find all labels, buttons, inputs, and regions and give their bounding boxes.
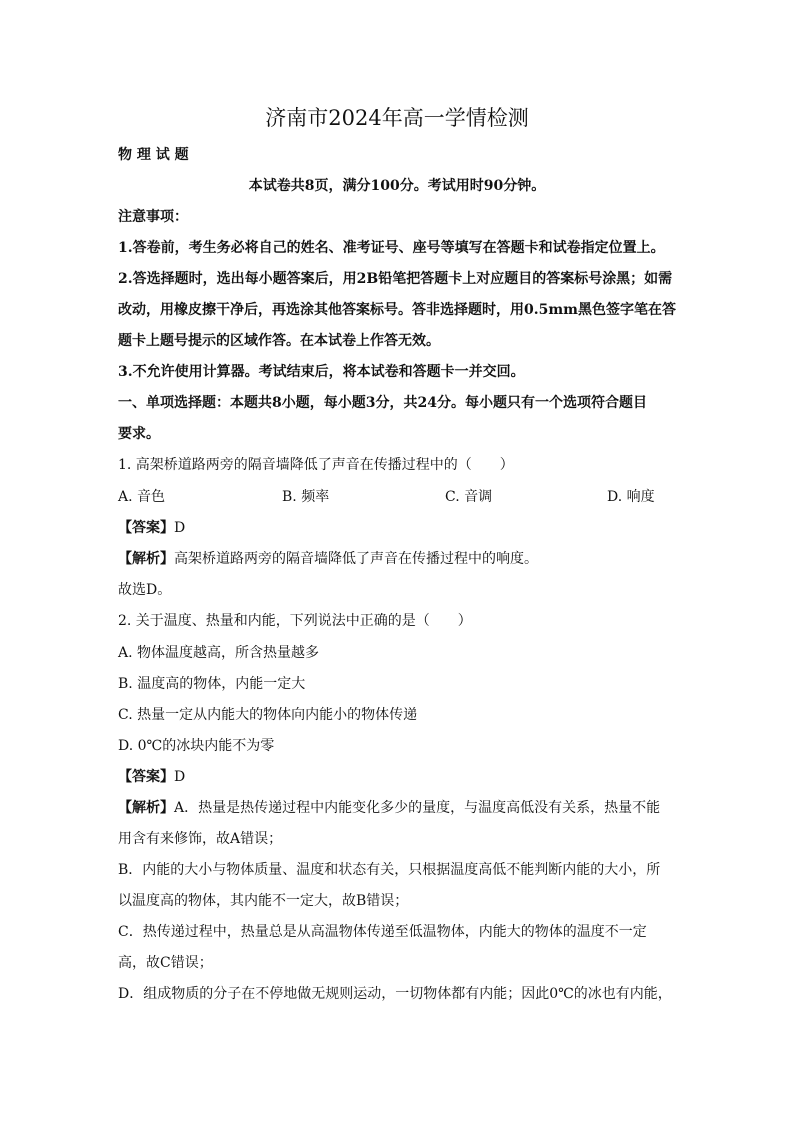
section-heading: 一、单项选择题：本题共8小题，每小题3分，共24分。每小题只有一个选项符合题目 (118, 395, 647, 411)
subject-label: 物 理 试 题 (118, 147, 189, 163)
q2-answer (118, 767, 185, 787)
question-1-stem: 1. 高架桥道路两旁的隔音墙降低了声音在传播过程中的（ ） (118, 457, 514, 473)
q2-analysis-line: D．组成物质的分子在不停地做无规则运动，一切物体都有内能；因此0℃的冰也有内能， (118, 986, 672, 1002)
notice-line: 1.答卷前，考生务必将自己的姓名、准考证号、座号等填写在答题卡和试卷指定位置上。 (118, 240, 665, 256)
q1-option-b: B. 频率 (282, 489, 330, 505)
q2-option-a: A. 物体温度越高，所含热量越多 (118, 645, 320, 661)
notice-line: 3.不允许使用计算器。考试结束后，将本试卷和答题卡一并交回。 (118, 364, 525, 380)
answer-value: D (174, 769, 186, 785)
q2-analysis-line: B．内能的大小与物体质量、温度和状态有关，只根据温度高低不能判断内能的大小，所 (118, 862, 661, 878)
analysis-tag: 【解析】 (118, 800, 174, 816)
question-2-stem: 2. 关于温度、热量和内能，下列说法中正确的是（ ） (118, 613, 472, 629)
page-title: 济南市2024年高一学情检测 (265, 106, 529, 130)
notice-line: 题卡上题号提示的区域作答。在本试卷上作答无效。 (118, 333, 440, 349)
notice-line: 改动，用橡皮擦干净后，再选涂其他答案标号。答非选择题时，用0.5mm黑色签字笔在答 (118, 302, 676, 318)
notice-heading: 注意事项： (118, 209, 188, 225)
analysis-tag: 【解析】 (118, 551, 174, 567)
section-heading-cont: 要求。 (118, 426, 160, 442)
q2-analysis-line: 高，故C错误； (118, 955, 213, 971)
q1-analysis (118, 549, 538, 569)
q2-option-b: B. 温度高的物体，内能一定大 (118, 676, 306, 692)
q2-analysis-line: 用含有来修饰，故A错误； (118, 831, 283, 847)
q1-option-d: D. 响度 (607, 489, 655, 505)
q2-analysis-line: 以温度高的物体，其内能不一定大，故B错误； (118, 893, 409, 909)
notice-line: 2.答选择题时，选出每小题答案后，用2B铅笔把答题卡上对应题目的答案标号涂黑；如需 (118, 271, 673, 287)
analysis-text: 高架桥道路两旁的隔音墙降低了声音在传播过程中的响度。 (174, 551, 538, 567)
analysis-text: A．热量是热传递过程中内能变化多少的量度，与温度高低没有关系，热量不能 (174, 800, 661, 816)
q2-analysis (118, 798, 660, 818)
q1-option-a: A. 音色 (118, 489, 166, 505)
q2-analysis-line: C．热传递过程中，热量总是从高温物体传递至低温物体，内能大的物体的温度不一定 (118, 924, 647, 940)
exam-info: 本试卷共8页，满分100分。考试用时90分钟。 (248, 178, 546, 194)
q2-option-c: C. 热量一定从内能大的物体向内能小的物体传递 (118, 707, 418, 723)
q1-answer (118, 518, 185, 538)
answer-tag: 【答案】 (118, 769, 174, 785)
q1-option-c: C. 音调 (445, 489, 493, 505)
answer-tag: 【答案】 (118, 520, 174, 536)
q1-conclusion: 故选D。 (118, 582, 172, 598)
q2-option-d: D. 0℃的冰块内能不为零 (118, 738, 275, 754)
answer-value: D (174, 520, 186, 536)
